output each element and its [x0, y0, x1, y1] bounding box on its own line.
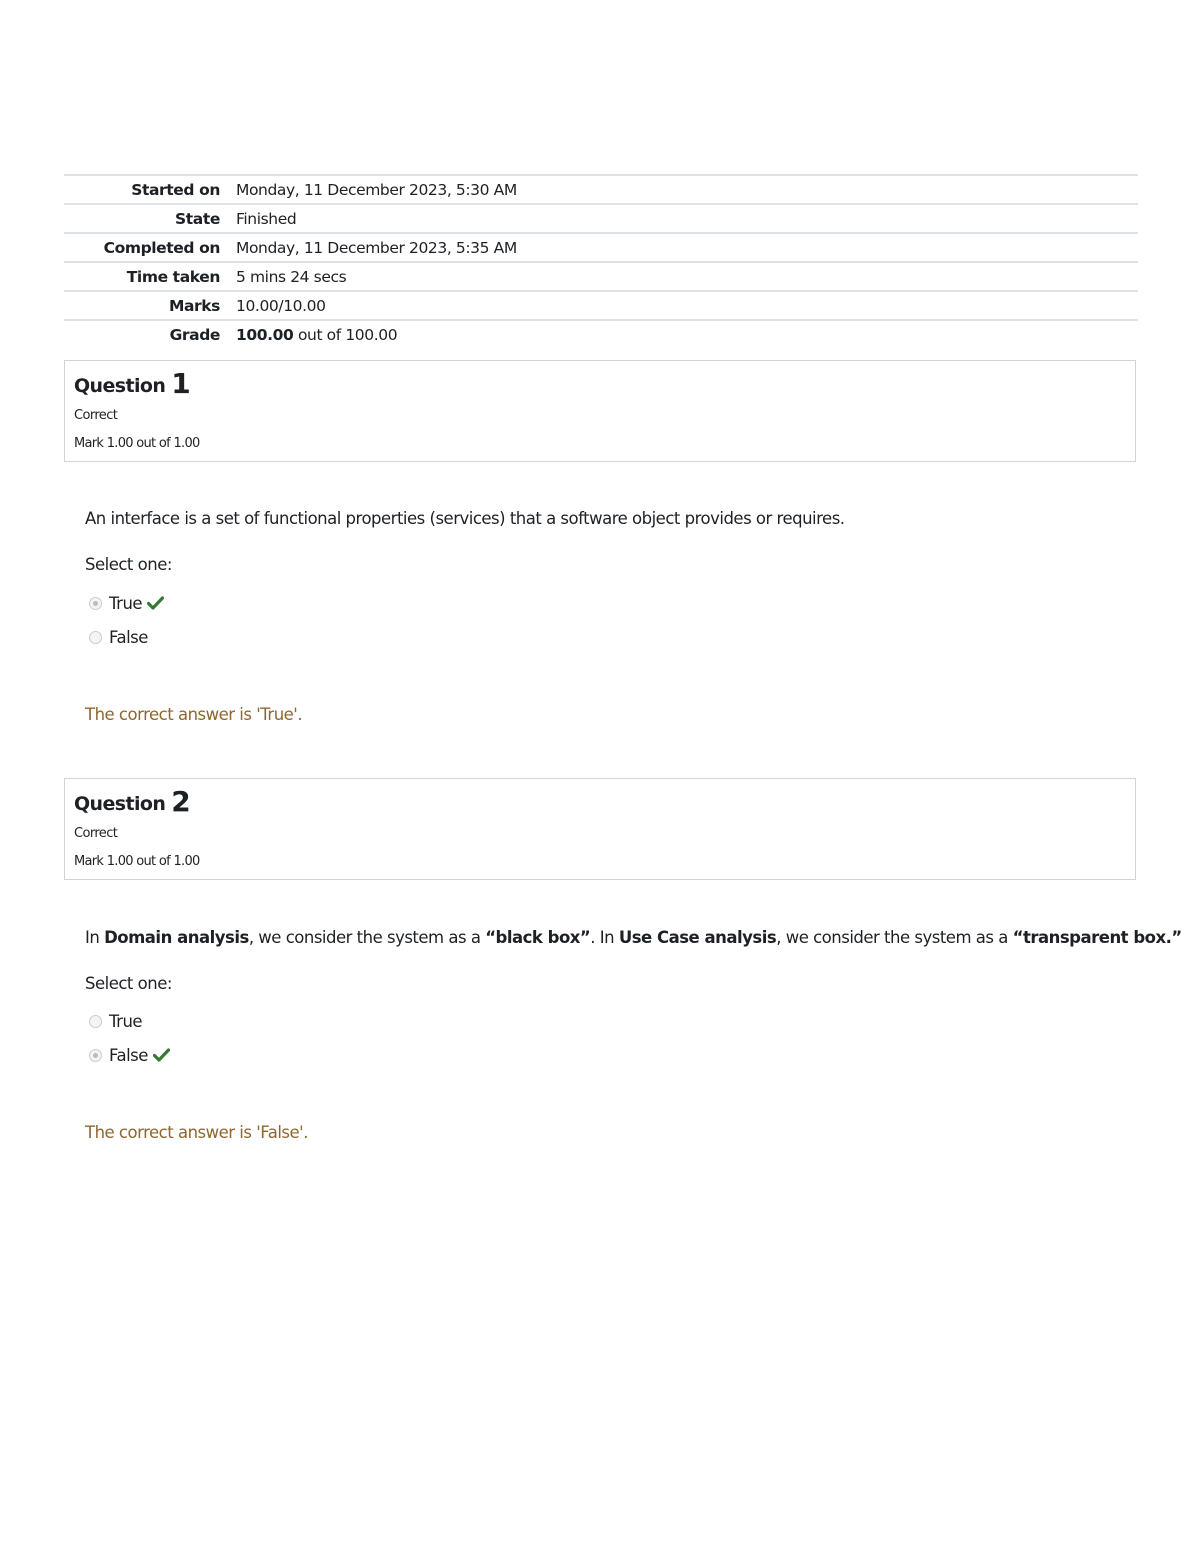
question-number-value: 2	[171, 785, 191, 818]
summary-row-state	[64, 203, 1138, 232]
attempt-summary-table	[64, 174, 1138, 348]
radio-selected[interactable]	[89, 1049, 102, 1062]
text-part-bold: Domain analysis	[104, 928, 249, 947]
summary-row-marks	[64, 290, 1138, 319]
question-2-feedback: The correct answer is 'False'.	[85, 1123, 308, 1142]
summary-label: Grade	[169, 325, 220, 344]
question-1-option-false[interactable]	[89, 626, 148, 648]
question-1-feedback: The correct answer is 'True'.	[85, 705, 303, 724]
question-number-value: 1	[171, 367, 191, 400]
option-label: False	[109, 1045, 148, 1065]
option-label: True	[109, 593, 143, 613]
question-number	[74, 367, 191, 400]
question-2-info	[64, 778, 1136, 880]
summary-row-grade	[64, 319, 1138, 348]
question-number	[74, 785, 191, 818]
text-part: . In	[590, 928, 619, 947]
summary-label: Started on	[131, 180, 220, 199]
radio-unselected[interactable]	[89, 1015, 102, 1028]
question-2-option-true[interactable]	[89, 1010, 142, 1032]
text-part: , we consider the system as a	[248, 928, 486, 947]
summary-label: Time taken	[126, 267, 220, 286]
summary-label: Completed on	[103, 238, 220, 257]
option-label: False	[109, 627, 148, 647]
summary-label: Marks	[168, 296, 220, 315]
question-grade: Mark 1.00 out of 1.00	[74, 436, 200, 451]
summary-value: Finished	[236, 209, 297, 228]
question-1-option-true[interactable]	[89, 592, 164, 614]
question-2-option-false[interactable]	[89, 1044, 170, 1066]
question-1-info	[64, 360, 1136, 462]
text-part-bold: “black box”	[485, 928, 591, 947]
summary-value: 5 mins 24 secs	[236, 267, 347, 286]
question-2-prompt: Select one:	[85, 974, 172, 993]
text-part: In	[85, 928, 105, 947]
summary-label: State	[175, 209, 220, 228]
question-1-prompt: Select one:	[85, 555, 172, 574]
summary-value: Monday, 11 December 2023, 5:35 AM	[236, 238, 517, 257]
question-state: Correct	[74, 826, 118, 841]
question-label: Question	[74, 375, 166, 397]
summary-value: Monday, 11 December 2023, 5:30 AM	[236, 180, 517, 199]
grade-score: 100.00	[236, 325, 294, 344]
check-icon	[147, 596, 164, 610]
grade-total: out of 100.00	[293, 325, 398, 344]
radio-unselected[interactable]	[89, 631, 102, 644]
question-grade: Mark 1.00 out of 1.00	[74, 854, 200, 869]
summary-value: 10.00/10.00	[236, 296, 326, 315]
radio-selected[interactable]	[89, 597, 102, 610]
question-state: Correct	[74, 408, 118, 423]
summary-row-time-taken	[64, 261, 1138, 290]
question-1-text: An interface is a set of functional properties (services) that a software object provides or requires.	[85, 509, 845, 528]
summary-row-started	[64, 174, 1138, 203]
question-label: Question	[74, 793, 166, 815]
text-part-bold: Use Case analysis	[618, 928, 777, 947]
summary-row-completed	[64, 232, 1138, 261]
option-label: True	[109, 1011, 143, 1031]
check-icon	[153, 1048, 170, 1062]
text-part: , we consider the system as a	[776, 928, 1013, 947]
text-part-bold: “transparent box.”	[1012, 928, 1182, 947]
question-2-text	[85, 928, 1182, 947]
summary-value	[236, 326, 397, 344]
